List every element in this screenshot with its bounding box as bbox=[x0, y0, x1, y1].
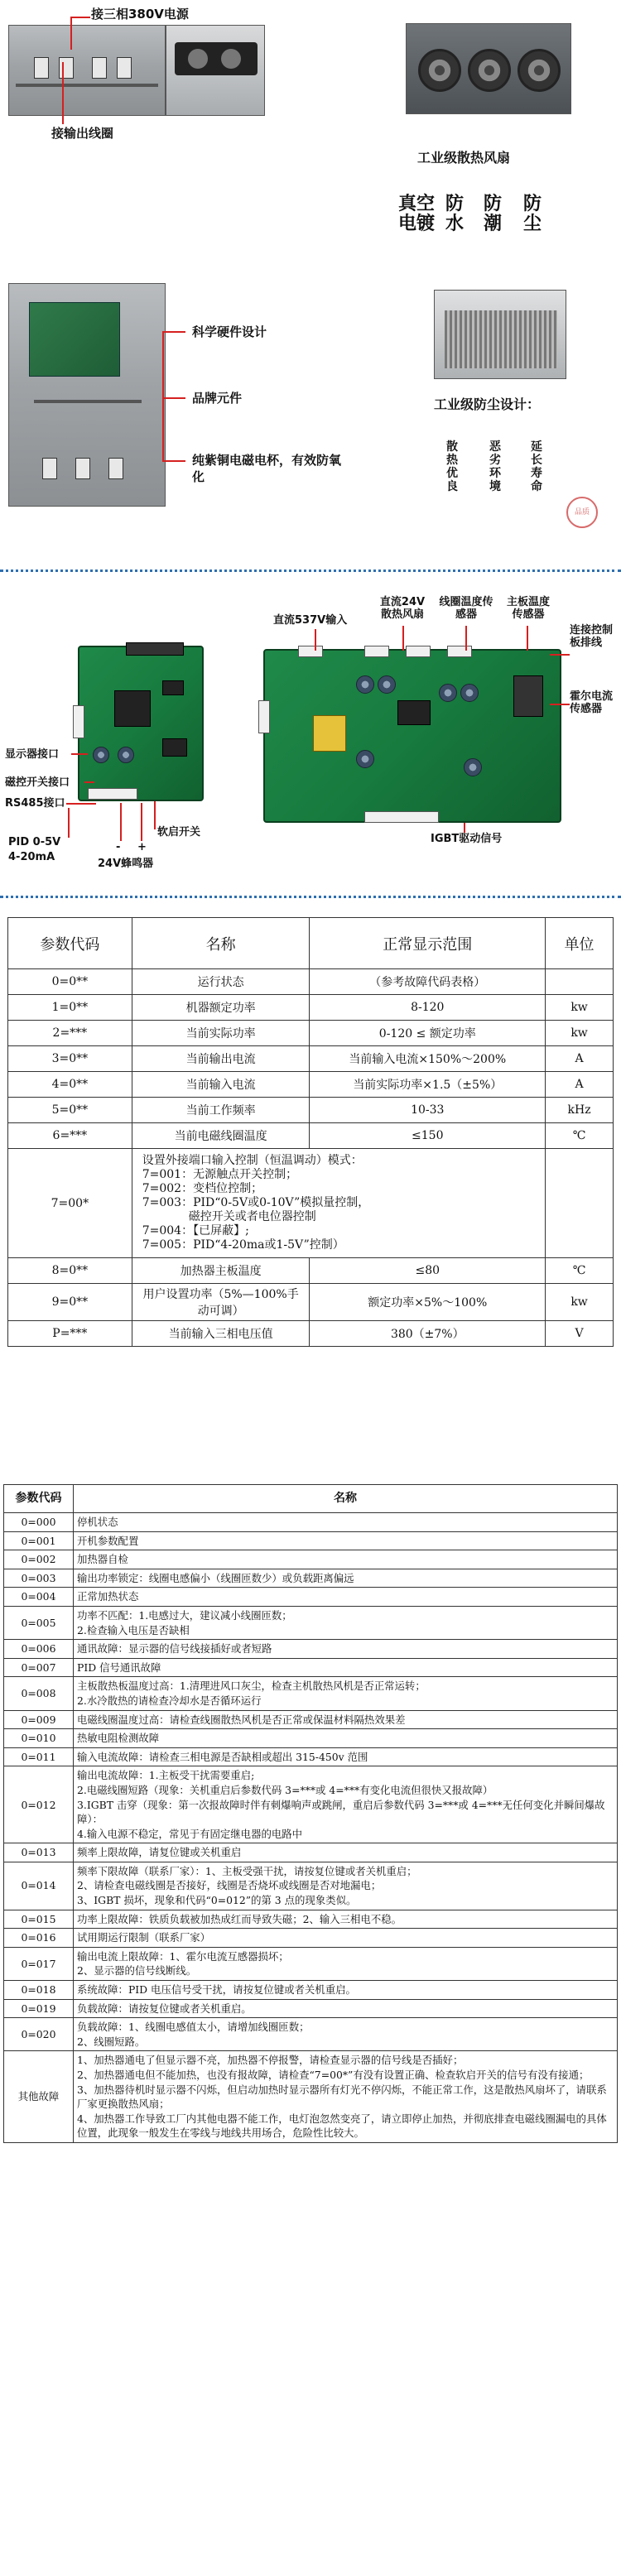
fault-code: 0=008 bbox=[4, 1677, 74, 1710]
table-row bbox=[4, 1710, 618, 1729]
fault-code: 0=007 bbox=[4, 1658, 74, 1677]
fault-code: 0=002 bbox=[4, 1550, 74, 1569]
param-range: ≤80 bbox=[310, 1258, 546, 1284]
terminal-closeup-photo bbox=[166, 25, 265, 116]
table-row bbox=[4, 1677, 618, 1710]
fault-description bbox=[74, 1981, 618, 2000]
fault-line: 频率下限故障（联系厂家）：1、主板受强干扰，请按复位键或者关机重启； bbox=[77, 1864, 417, 1877]
fan-caption: 工业级散热风扇 bbox=[417, 150, 511, 166]
param-name: 运行状态 bbox=[132, 969, 310, 995]
param-code: 4=0** bbox=[8, 1072, 132, 1098]
table-row bbox=[4, 1910, 618, 1929]
fault-description bbox=[74, 1766, 618, 1843]
fault-code: 0=016 bbox=[4, 1929, 74, 1948]
table-row bbox=[4, 1729, 618, 1748]
param-unit: ℃ bbox=[546, 1123, 614, 1149]
param-code: 0=0** bbox=[8, 969, 132, 995]
fault-code: 0=020 bbox=[4, 2018, 74, 2051]
table-row bbox=[4, 1843, 618, 1862]
parameter-table bbox=[7, 917, 614, 1347]
fault-line: 频率上限故障，请复位键或关机重启 bbox=[77, 1846, 242, 1859]
mode-line: 7=001：无源触点开关控制； bbox=[142, 1168, 298, 1181]
table-row bbox=[4, 1862, 618, 1910]
quality-stamp: 品质 bbox=[566, 497, 598, 528]
fault-line: 2、请检查电磁线圈是否接好，线圈是否烧坏或线圈是否对地漏电； bbox=[77, 1879, 382, 1892]
fault-description bbox=[74, 1710, 618, 1729]
fault-description bbox=[74, 1947, 618, 1980]
t2-header-name: 名称 bbox=[74, 1485, 618, 1513]
fault-code: 0=013 bbox=[4, 1843, 74, 1862]
param-unit: V bbox=[546, 1321, 614, 1347]
buzzer-label: 24V蜂鸣器 bbox=[98, 858, 154, 870]
fault-description bbox=[74, 1929, 618, 1948]
fault-line: 负载故障：1、线圈电感值太小，请增加线圈匝数； bbox=[77, 2021, 310, 2034]
enclosure-photo bbox=[8, 25, 166, 116]
table-row bbox=[8, 1284, 614, 1321]
fault-description bbox=[74, 2018, 618, 2051]
fault-description bbox=[74, 1550, 618, 1569]
mode-line: 设置外接端口输入控制（恒温调动）模式： bbox=[142, 1154, 363, 1167]
param-name: 当前输出电流 bbox=[132, 1046, 310, 1072]
fault-description bbox=[74, 1588, 618, 1607]
param-name: 当前实际功率 bbox=[132, 1021, 310, 1046]
table-row bbox=[4, 1981, 618, 2000]
param-code: 5=0** bbox=[8, 1098, 132, 1123]
mode-line: 7=004：【已屏蔽】; bbox=[142, 1224, 249, 1238]
fault-line: 功率上限故障：铁质负载被加热成红而导致失磁；2、输入三相电不稳。 bbox=[77, 1912, 402, 1925]
table-row bbox=[8, 969, 614, 995]
param-range: 当前输入电流×150%～200% bbox=[310, 1046, 546, 1072]
param-name: 机器额定功率 bbox=[132, 995, 310, 1021]
mode-line: 磁控开关或者电位器控制 bbox=[142, 1210, 316, 1223]
fan-photo bbox=[406, 23, 571, 114]
param-name: 加热器主板温度 bbox=[132, 1258, 310, 1284]
table-row bbox=[4, 2051, 618, 2143]
table-row bbox=[8, 1149, 614, 1258]
fault-line: 停机状态 bbox=[77, 1516, 118, 1528]
table-row bbox=[4, 1569, 618, 1588]
param-code: 6=*** bbox=[8, 1123, 132, 1149]
table-row bbox=[8, 1098, 614, 1123]
mode-description bbox=[132, 1149, 545, 1258]
feature-moisture: 防潮 bbox=[483, 194, 502, 234]
table-row bbox=[4, 1531, 618, 1550]
fault-code: 0=005 bbox=[4, 1606, 74, 1639]
table-row bbox=[4, 1747, 618, 1766]
fault-line: 试用期运行限制（联系厂家） bbox=[77, 1931, 211, 1944]
fault-line: 负载故障：请按复位键或者关机重启。 bbox=[77, 2002, 252, 2015]
table-row bbox=[4, 1947, 618, 1980]
fault-description bbox=[74, 2051, 618, 2143]
param-range: 8-120 bbox=[310, 995, 546, 1021]
param-unit: kw bbox=[546, 1284, 614, 1321]
fault-line: 输出电流上限故障：1、霍尔电流互感器损坏； bbox=[77, 1949, 289, 1963]
param-name: 用户设置功率（5%—100%手动可调） bbox=[132, 1284, 310, 1321]
fault-line: 3、加热器待机时显示器不闪烁，但启动加热时显示器所有灯光不停闪烁，不能正常工作，这是散热风扇坏了，请联系厂家更换散热风扇； bbox=[77, 2083, 607, 2111]
param-range: 10-33 bbox=[310, 1098, 546, 1123]
fault-line: 正常加热状态 bbox=[77, 1590, 139, 1603]
param-code: 8=0** bbox=[8, 1258, 132, 1284]
feature-dust: 防尘 bbox=[522, 194, 542, 234]
fault-line: 开机参数配置 bbox=[77, 1534, 139, 1547]
fault-code: 0=012 bbox=[4, 1766, 74, 1843]
fault-line: 功率不匹配：1.电感过大，建议减小线圈匝数； bbox=[77, 1608, 292, 1622]
fault-line: 2、显示器的信号线断线。 bbox=[77, 1964, 197, 1978]
fault-description bbox=[74, 1677, 618, 1710]
table-row bbox=[4, 1588, 618, 1607]
param-code: P=*** bbox=[8, 1321, 132, 1347]
param-unit: A bbox=[546, 1046, 614, 1072]
feature-waterproof: 防水 bbox=[445, 194, 464, 234]
table-row bbox=[8, 1021, 614, 1046]
fault-code: 0=015 bbox=[4, 1910, 74, 1929]
mode-line: 7=002：变档位控制； bbox=[142, 1182, 263, 1195]
fault-line: 通讯故障：显示器的信号线接插好或者短路 bbox=[77, 1642, 272, 1656]
fault-line: 电磁线圈温度过高：请检查线圈散热风机是否正常或保温材料隔热效果差 bbox=[77, 1713, 406, 1726]
fault-description bbox=[74, 1729, 618, 1748]
board-point-brand: 品牌元件 bbox=[192, 391, 243, 406]
t1-header-code: 参数代码 bbox=[8, 918, 132, 969]
param-code: 1=0** bbox=[8, 995, 132, 1021]
fault-code-table bbox=[3, 1484, 618, 2143]
t1-header-range: 正常显示范围 bbox=[310, 918, 546, 969]
param-name: 当前工作频率 bbox=[132, 1098, 310, 1123]
table-row bbox=[4, 1640, 618, 1659]
fault-code: 0=009 bbox=[4, 1710, 74, 1729]
rs485-label: RS485接口 bbox=[5, 797, 65, 810]
soft-start-label: 软启开关 bbox=[157, 826, 201, 839]
dust-feature-life: 延长寿命 bbox=[531, 440, 542, 493]
magnetic-switch-label: 磁控开关接口 bbox=[5, 776, 70, 789]
fault-line: 2.检查输入电压是否缺相 bbox=[77, 1623, 190, 1636]
table-row bbox=[4, 1606, 618, 1639]
coil-output-label: 接输出线圈 bbox=[51, 126, 114, 141]
mode-line: 7=005：PID“4-20ma或1-5V”控制） bbox=[142, 1238, 344, 1252]
table-row bbox=[8, 1072, 614, 1098]
fault-code: 0=014 bbox=[4, 1862, 74, 1910]
dotted-divider-2 bbox=[0, 896, 621, 898]
table-row bbox=[4, 1550, 618, 1569]
igbt-label: IGBT驱动信号 bbox=[431, 833, 503, 845]
fault-line: 3.IGBT 击穿（现象：第一次报故障时伴有刺爆响声或跳闸，重启后参数代码 3=***或 4=***无任何变化并瞬间爆故障）： bbox=[77, 1798, 605, 1826]
fault-line: 1、加热器通电了但显示器不亮，加热器不停报警，请检查显示器的信号线是否插好； bbox=[77, 2054, 464, 2067]
fault-description bbox=[74, 1843, 618, 1862]
fault-code: 0=001 bbox=[4, 1531, 74, 1550]
param-unit: A bbox=[546, 1072, 614, 1098]
dc537-label: 直流537V输入 bbox=[273, 614, 348, 627]
fault-description bbox=[74, 1862, 618, 1910]
fault-description bbox=[74, 1606, 618, 1639]
table-row bbox=[4, 1658, 618, 1677]
fault-description bbox=[74, 1999, 618, 2018]
param-code: 9=0** bbox=[8, 1284, 132, 1321]
param-name: 当前输入电流 bbox=[132, 1072, 310, 1098]
param-range: ≤150 bbox=[310, 1123, 546, 1149]
board-temp-label: 主板温度传感器 bbox=[506, 596, 550, 621]
board-point-copper: 纯紫铜电磁电杯，有效防氧化 bbox=[192, 453, 342, 484]
fault-description bbox=[74, 1569, 618, 1588]
fault-code: 0=011 bbox=[4, 1747, 74, 1766]
param-range: （参考故障代码表格） bbox=[310, 969, 546, 995]
table-row bbox=[8, 1258, 614, 1284]
bus-label: 连接控制板排线 bbox=[570, 624, 614, 649]
fault-line: 2.电磁线圈短路（现象：关机重启后参数代码 3=***或 4=***有变化电流但很快又报故障） bbox=[77, 1783, 493, 1796]
param-unit: kw bbox=[546, 1021, 614, 1046]
fault-line: 输出功率锁定：线圈电感偏小（线圈匝数少）或负载距离偏远 bbox=[77, 1571, 354, 1584]
t1-header-name: 名称 bbox=[132, 918, 310, 969]
param-name: 当前电磁线圈温度 bbox=[132, 1123, 310, 1149]
fault-line: 输入电流故障：请检查三相电源是否缺相或超出 315-450v 范围 bbox=[77, 1750, 368, 1763]
fault-line: 输出电流故障：1.主板受干扰需要重启; bbox=[77, 1769, 255, 1782]
dotted-divider bbox=[0, 570, 621, 572]
display-port-label: 显示器接口 bbox=[5, 748, 60, 761]
fault-description bbox=[74, 1640, 618, 1659]
dust-caption: 工业级防尘设计： bbox=[434, 396, 541, 412]
param-code: 3=0** bbox=[8, 1046, 132, 1072]
param-unit: kHz bbox=[546, 1098, 614, 1123]
buzzer-minus: - bbox=[116, 841, 121, 853]
dust-feature-cooling: 散热优良 bbox=[446, 440, 458, 493]
param-code: 2=*** bbox=[8, 1021, 132, 1046]
fault-code: 0=006 bbox=[4, 1640, 74, 1659]
t1-header-unit: 单位 bbox=[546, 918, 614, 969]
buzzer-plus: + bbox=[137, 841, 147, 853]
pid-label: PID 0-5V bbox=[8, 836, 61, 848]
param-unit bbox=[546, 969, 614, 995]
control-board bbox=[78, 646, 204, 801]
param-name: 当前输入三相电压值 bbox=[132, 1321, 310, 1347]
table-row bbox=[4, 1929, 618, 1948]
dust-photo bbox=[434, 290, 566, 379]
param-range: 额定功率×5%～100% bbox=[310, 1284, 546, 1321]
fault-code: 0=019 bbox=[4, 1999, 74, 2018]
fault-code: 0=003 bbox=[4, 1569, 74, 1588]
param-unit: kw bbox=[546, 995, 614, 1021]
fault-line: 3、IGBT 损坏，现象和代码“0=012”的第 3 点的现象类似。 bbox=[77, 1894, 357, 1907]
fault-line: 2、线圈短路。 bbox=[77, 2035, 146, 2048]
mode-line: 7=003：PID“0-5V或0-10V”模拟量控制， bbox=[142, 1196, 370, 1209]
ma-label: 4-20mA bbox=[8, 851, 55, 863]
fault-description bbox=[74, 1531, 618, 1550]
fault-line: 系统故障：PID 电压信号受干扰，请按复位键或者关机重启。 bbox=[77, 1983, 356, 1997]
table-row bbox=[8, 1321, 614, 1347]
fault-line: 4、加热器工作导致工厂内其他电器不能工作，电灯泡忽然变亮了，请立即停止加热，并彻底排查电磁线圈漏电的具体位置，此现象一般发生在零线与地线共用场合，危险性比较大。 bbox=[77, 2112, 607, 2140]
coil-temp-label: 线圈温度传感器 bbox=[439, 596, 493, 621]
t2-header-code: 参数代码 bbox=[4, 1485, 74, 1513]
param-range: 0-120 ≤ 额定功率 bbox=[310, 1021, 546, 1046]
fault-code: 0=017 bbox=[4, 1947, 74, 1980]
param-range: 当前实际功率×1.5（±5%） bbox=[310, 1072, 546, 1098]
table-row bbox=[4, 1999, 618, 2018]
fault-code: 0=018 bbox=[4, 1981, 74, 2000]
fault-line: 4.输入电源不稳定，常见于有固定继电器的电路中 bbox=[77, 1827, 303, 1840]
fault-line: 2、加热器通电但不能加热，也没有报故障，请检查“7=00*”有没有设置正确、检查软启开关的信号有没有接通； bbox=[77, 2069, 590, 2081]
dust-feature-harsh: 恶劣环境 bbox=[489, 440, 501, 493]
power-board bbox=[263, 649, 561, 823]
fault-line: 2.水冷散热的请检查冷却水是否循环运行 bbox=[77, 1694, 262, 1707]
board-point-design: 科学硬件设计 bbox=[192, 324, 267, 339]
param-unit: ℃ bbox=[546, 1258, 614, 1284]
fault-code: 其他故障 bbox=[4, 2051, 74, 2143]
fault-code: 0=010 bbox=[4, 1729, 74, 1748]
table-row bbox=[8, 995, 614, 1021]
board-enclosure-photo bbox=[8, 283, 166, 507]
three-phase-label: 接三相380V电源 bbox=[91, 7, 189, 22]
fault-line: 加热器自检 bbox=[77, 1553, 128, 1566]
table-row bbox=[4, 1766, 618, 1843]
hall-label: 霍尔电流传感器 bbox=[570, 690, 614, 715]
fault-line: 主板散热板温度过高：1.清理进风口灰尘，检查主机散热风机是否正常运转； bbox=[77, 1680, 426, 1693]
fault-line: PID 信号通讯故障 bbox=[77, 1660, 161, 1674]
fault-description bbox=[74, 1658, 618, 1677]
param-range: 380（±7%） bbox=[310, 1321, 546, 1347]
fan24-label: 直流24V散热风扇 bbox=[379, 596, 426, 621]
fault-description bbox=[74, 1513, 618, 1532]
fault-description bbox=[74, 1910, 618, 1929]
fault-code: 0=004 bbox=[4, 1588, 74, 1607]
fault-code: 0=000 bbox=[4, 1513, 74, 1532]
table-row bbox=[4, 2018, 618, 2051]
feature-vacuum: 真空电镀 bbox=[397, 194, 435, 234]
table-row bbox=[8, 1123, 614, 1149]
fault-line: 热敏电阻检测故障 bbox=[77, 1732, 160, 1745]
fault-description bbox=[74, 1747, 618, 1766]
table-row bbox=[8, 1046, 614, 1072]
param-code: 7=00* bbox=[8, 1149, 132, 1258]
table-row bbox=[4, 1513, 618, 1532]
